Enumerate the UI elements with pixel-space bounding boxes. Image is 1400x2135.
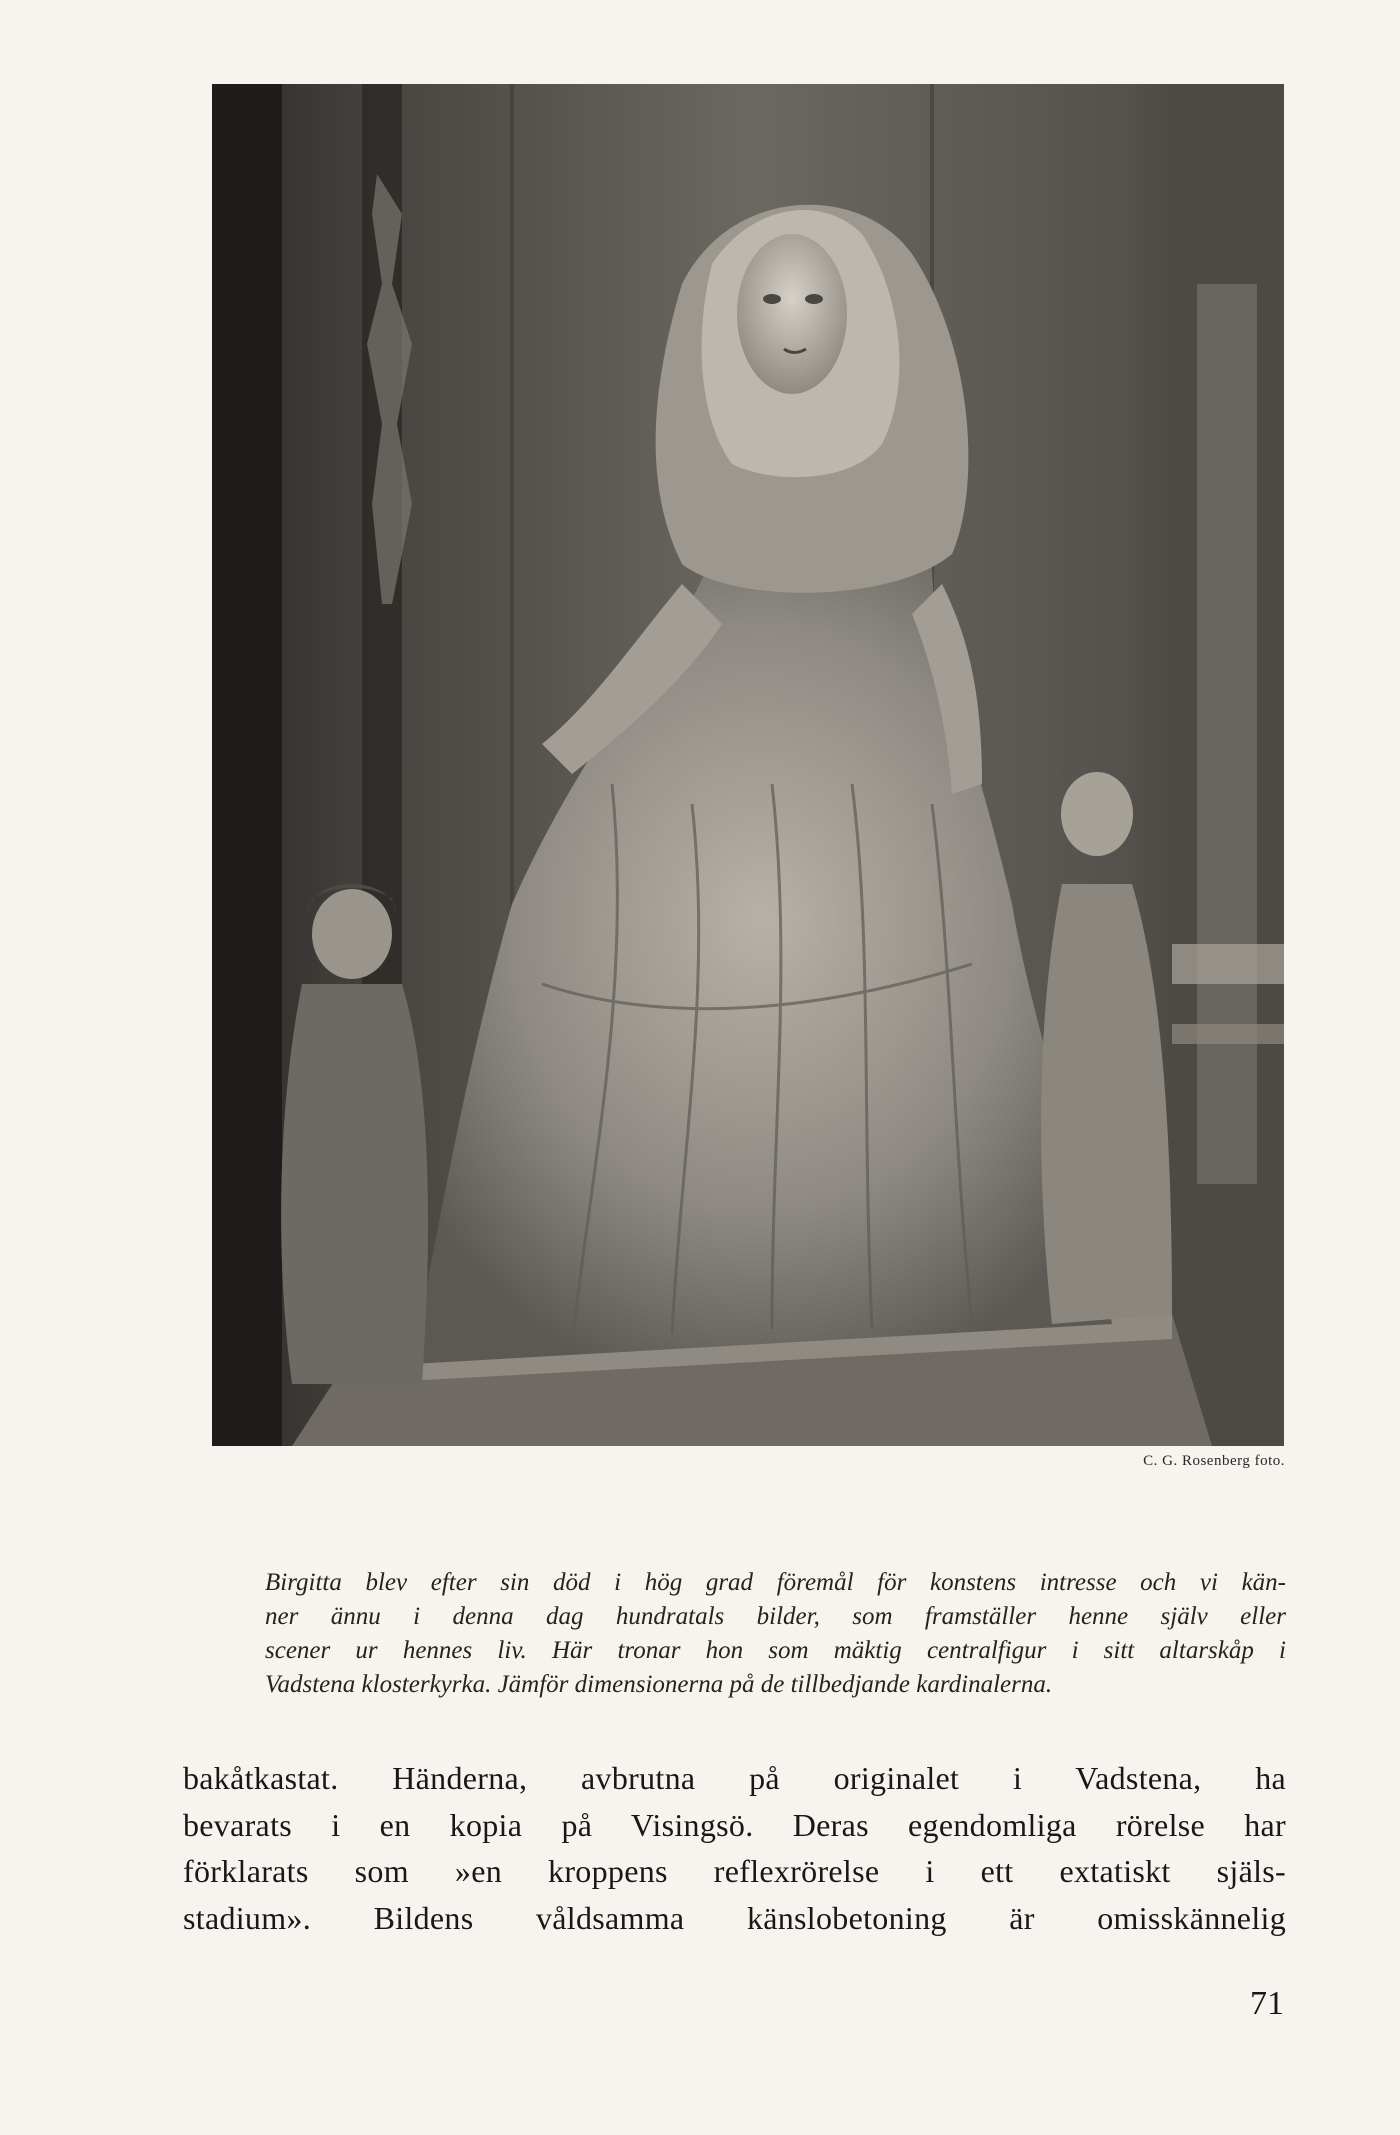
caption-line: scener ur hennes liv. Här tronar hon som mäktig centralfigur i sitt altarskåp i — [265, 1637, 1286, 1664]
caption-line: Birgitta blev efter sin död i hög grad föremål för konstens intresse och vi kän- — [265, 1569, 1286, 1596]
sculpture-photograph — [212, 84, 1284, 1446]
photo-credit: C. G. Rosenberg foto. — [1143, 1453, 1285, 1469]
caption-line: ner ännu i denna dag hundratals bilder, som framställer henne själv eller — [265, 1603, 1286, 1630]
page-number: 71 — [1250, 1985, 1284, 2022]
caption-line: Vadstena klosterkyrka. Jämför dimensionerna på de tillbedjande kardinalerna. — [265, 1671, 1053, 1698]
body-line: bevarats i en kopia på Visingsö. Deras egendomliga rörelse har — [183, 1806, 1286, 1843]
body-line: stadium». Bildens våldsamma känslobetoning är omisskännelig — [183, 1899, 1286, 1936]
body-paragraph — [183, 1755, 1286, 1941]
body-line: bakåtkastat. Händerna, avbrutna på originalet i Vadstena, ha — [183, 1760, 1286, 1796]
body-line: förklarats som »en kroppens reflexrörelse i ett extatiskt själs- — [183, 1853, 1286, 1889]
photo-illustration — [212, 84, 1284, 1446]
figure-caption — [265, 1566, 1286, 1702]
